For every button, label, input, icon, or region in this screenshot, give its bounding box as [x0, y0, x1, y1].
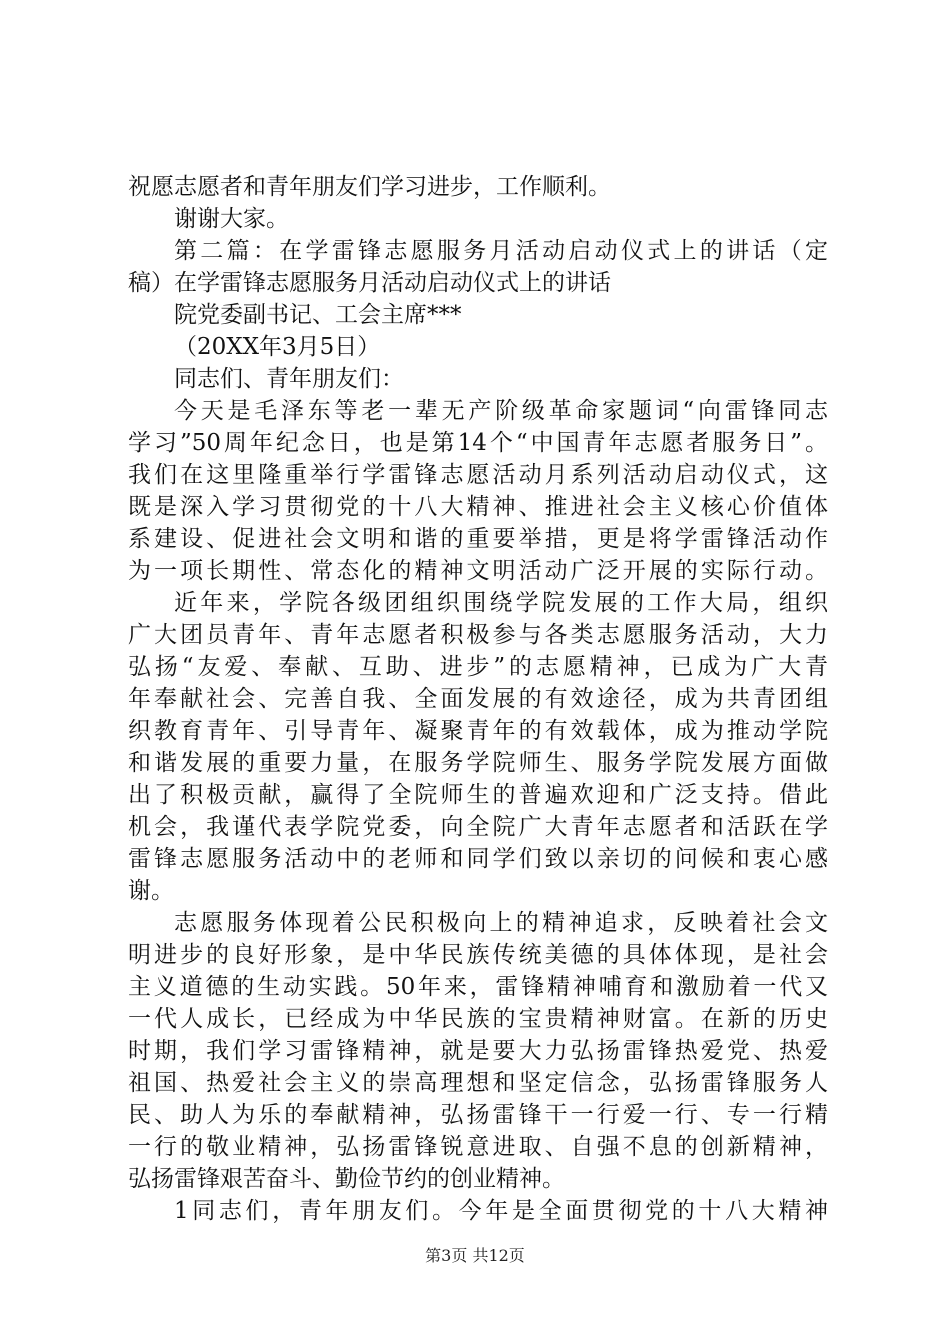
text-line: 祝愿志愿者和青年朋友们学习进步，工作顺利。: [128, 174, 611, 200]
text-line: 同志们、青年朋友们：: [174, 366, 404, 392]
text-line: 织教育青年、引导青年、凝聚青年的有效载体，成为推动学院: [128, 718, 828, 744]
text-line: 主义道德的生动实践。50年来，雷锋精神哺育和激励着一代又: [128, 974, 828, 1000]
text-line: 谢谢大家。: [174, 206, 289, 232]
text-line: 一代人成长，已经成为中华民族的宝贵精神财富。在新的历史: [128, 1006, 828, 1032]
text-line: 弘扬“友爱、奉献、互助、进步”的志愿精神，已成为广大青: [128, 654, 828, 680]
text-line: 广大团员青年、青年志愿者积极参与各类志愿服务活动，大力: [128, 622, 828, 648]
text-line: 雷锋志愿服务活动中的老师和同学们致以亲切的问候和衷心感: [128, 846, 828, 872]
text-line: 学习”50周年纪念日，也是第14个“中国青年志愿者服务日”。: [128, 430, 828, 456]
text-line: 稿）在学雷锋志愿服务月活动启动仪式上的讲话: [128, 270, 611, 296]
text-line: 机会，我谨代表学院党委，向全院广大青年志愿者和活跃在学: [128, 814, 828, 840]
page-footer: 第3页 共12页: [425, 1246, 525, 1265]
text-line: 明进步的良好形象，是中华民族传统美德的具体体现，是社会: [128, 942, 828, 968]
document-body: [128, 171, 828, 1227]
text-line: 时期，我们学习雷锋精神，就是要大力弘扬雷锋热爱党、热爱: [128, 1038, 828, 1064]
text-line: 弘扬雷锋艰苦奋斗、勤俭节约的创业精神。: [128, 1166, 565, 1192]
text-line: 既是深入学习贯彻党的十八大精神、推进社会主义核心价值体: [128, 494, 828, 520]
text-line: 1同志们，青年朋友们。今年是全面贯彻党的十八大精神: [174, 1198, 828, 1224]
text-line: 志愿服务体现着公民积极向上的精神追求，反映着社会文: [174, 910, 828, 936]
text-line: 院党委副书记、工会主席***: [174, 302, 462, 328]
text-line: 民、助人为乐的奉献精神，弘扬雷锋干一行爱一行、专一行精: [128, 1102, 828, 1128]
text-line: 和谐发展的重要力量，在服务学院师生、服务学院发展方面做: [128, 750, 828, 776]
text-line: 今天是毛泽东等老一辈无产阶级革命家题词“向雷锋同志: [174, 398, 828, 424]
text-line: 出了积极贡献，赢得了全院师生的普遍欢迎和广泛支持。借此: [128, 782, 828, 808]
text-line: 谢。: [128, 878, 174, 904]
text-line: 系建设、促进社会文明和谐的重要举措，更是将学雷锋活动作: [128, 526, 828, 552]
text-line: 我们在这里隆重举行学雷锋志愿活动月系列活动启动仪式，这: [128, 462, 828, 488]
text-line: 近年来，学院各级团组织围绕学院发展的工作大局，组织: [174, 590, 828, 616]
text-line: 年奉献社会、完善自我、全面发展的有效途径，成为共青团组: [128, 686, 828, 712]
text-line: 祖国、热爱社会主义的崇高理想和坚定信念，弘扬雷锋服务人: [128, 1070, 828, 1096]
text-line: 第二篇：在学雷锋志愿服务月活动启动仪式上的讲话（定: [174, 238, 828, 264]
text-line: 一行的敬业精神，弘扬雷锋锐意进取、自强不息的创新精神，: [128, 1134, 828, 1160]
text-line: 为一项长期性、常态化的精神文明活动广泛开展的实际行动。: [128, 558, 828, 584]
text-line: （20XX年3月5日）: [174, 334, 381, 360]
